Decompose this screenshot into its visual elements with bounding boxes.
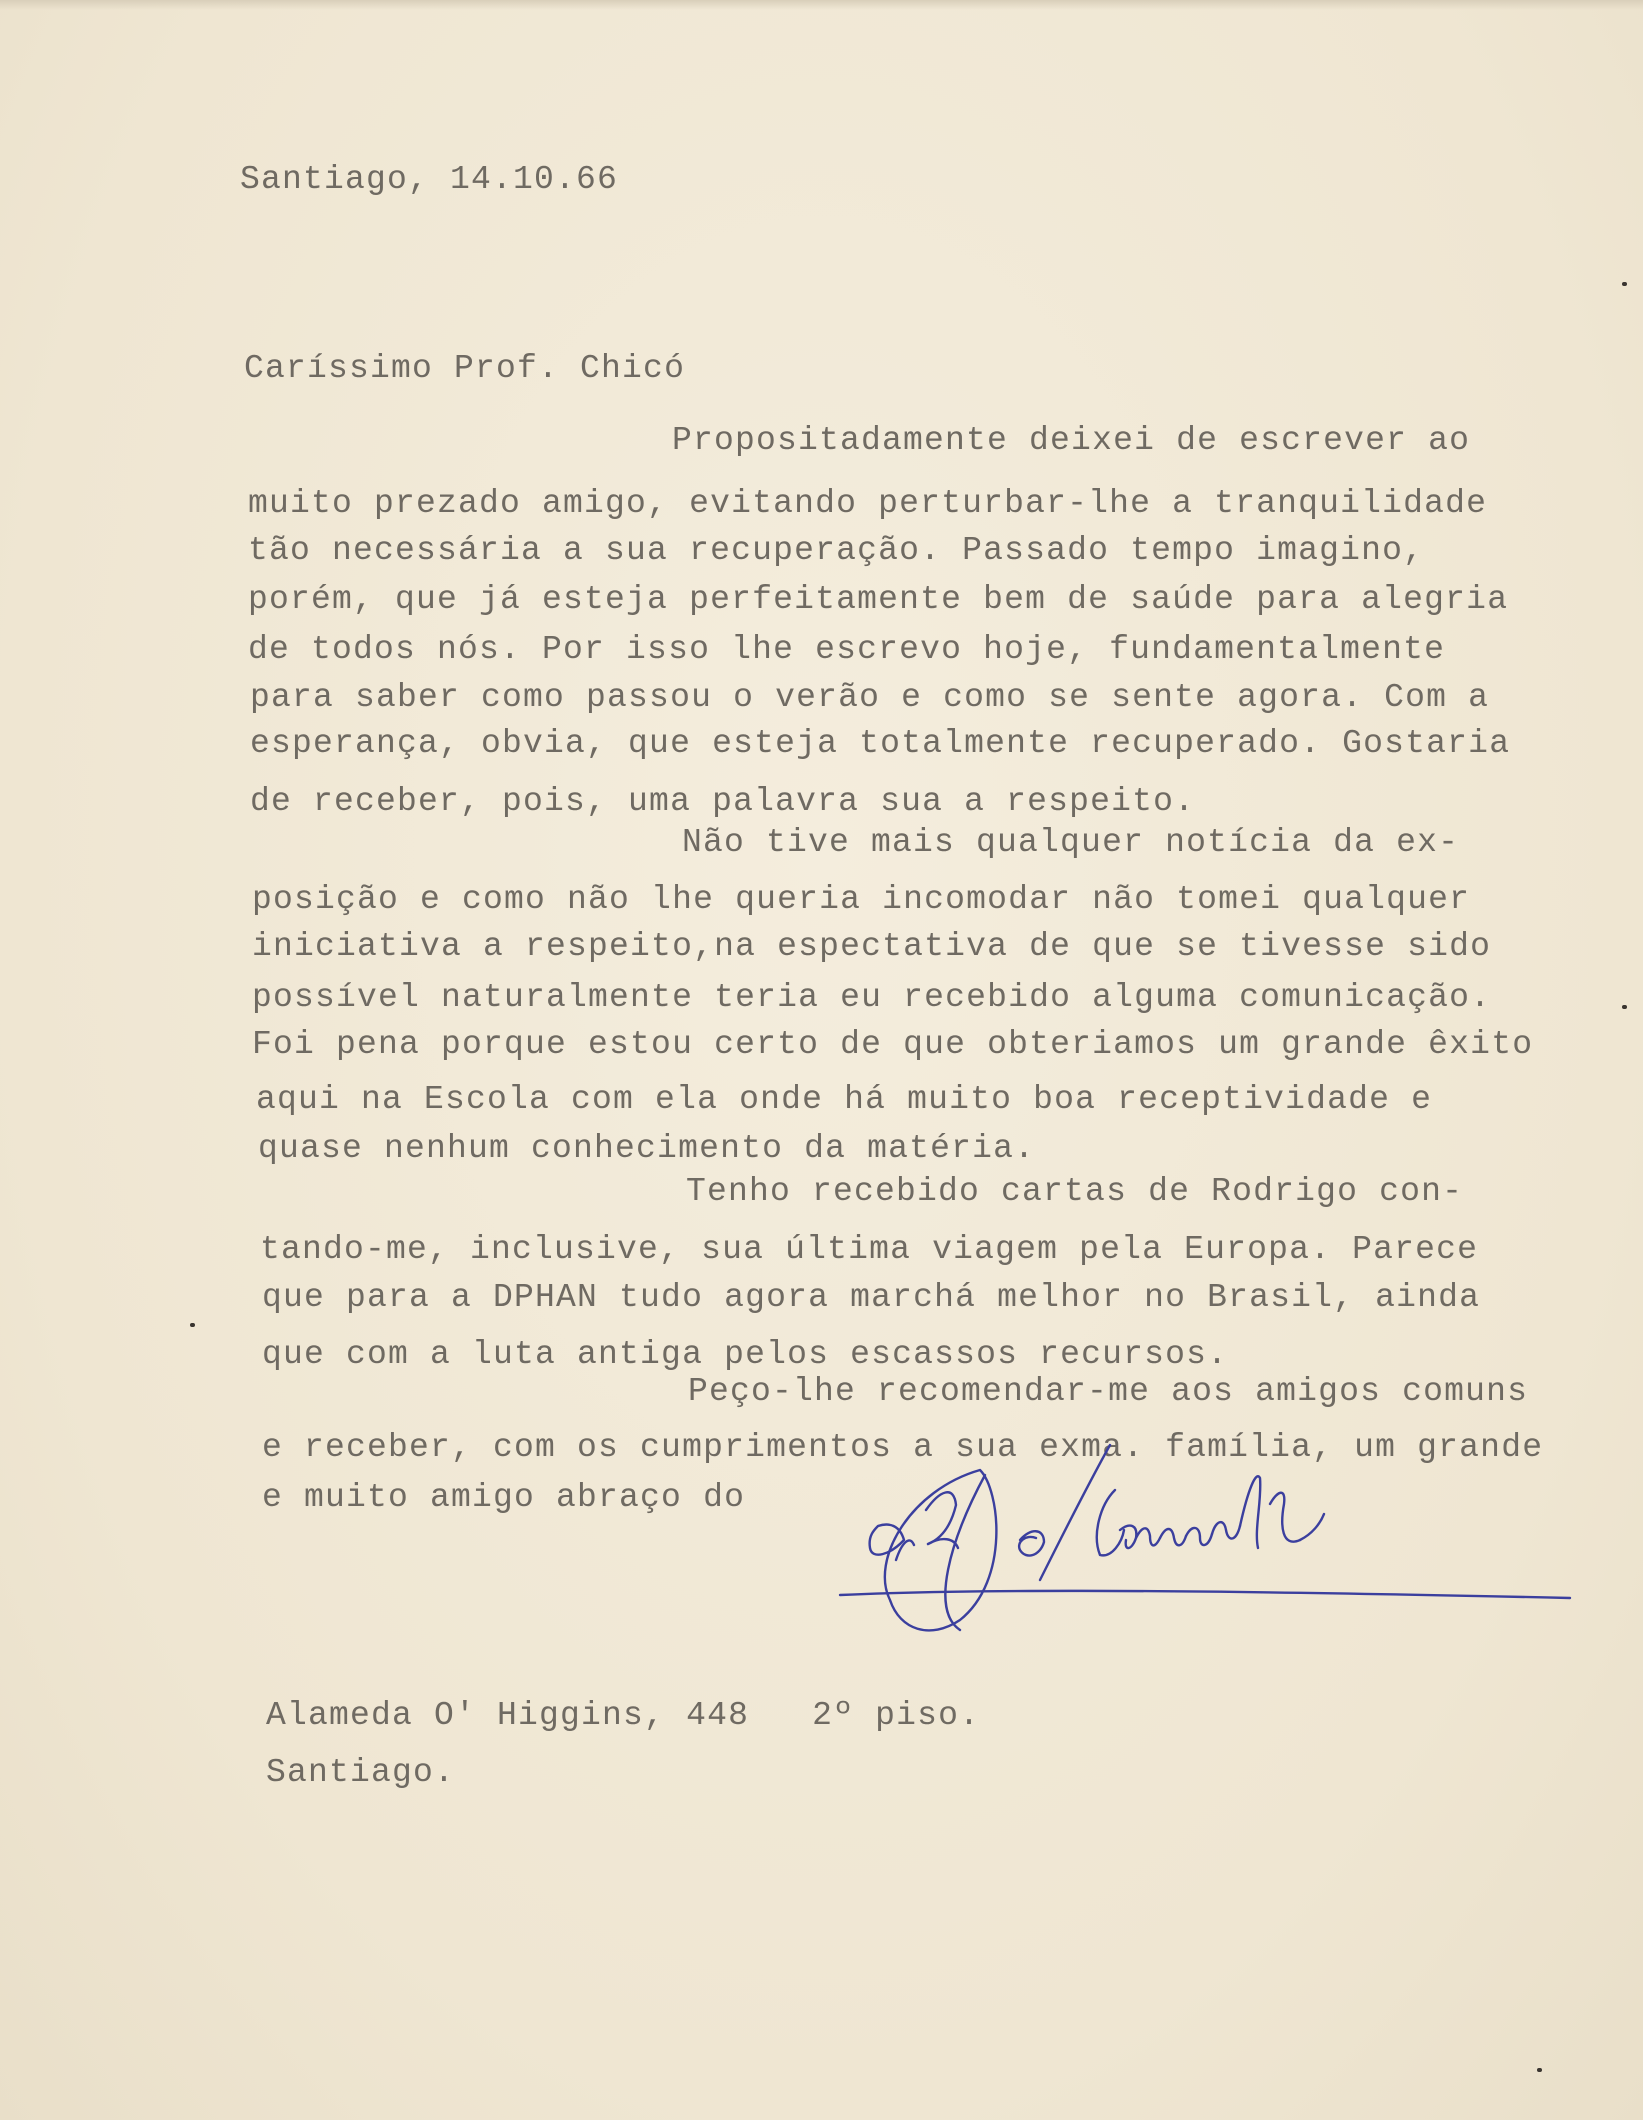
body-line: posição e como não lhe queria incomodar não tomei qualquer: [252, 881, 1471, 918]
body-line: quase nenhum conhecimento da matéria.: [258, 1130, 1036, 1167]
body-line: esperança, obvia, que esteja totalmente recuperado. Gostaria: [250, 725, 1511, 762]
body-line: porém, que já esteja perfeitamente bem de saúde para alegria: [248, 581, 1509, 618]
body-line: que para a DPHAN tudo agora marchá melhor no Brasil, ainda: [262, 1279, 1481, 1316]
body-line: e receber, com os cumprimentos a sua exma. família, um grande: [262, 1429, 1544, 1466]
paper-speck: [1622, 282, 1627, 286]
paper-speck: [1622, 1005, 1627, 1009]
body-line: muito prezado amigo, evitando perturbar-lhe a tranquilidade: [248, 485, 1488, 522]
body-line: que com a luta antiga pelos escassos recursos.: [262, 1336, 1229, 1373]
body-line: Tenho recebido cartas de Rodrigo con-: [686, 1173, 1464, 1210]
paper-speck: [1537, 2068, 1542, 2072]
body-line: tando-me, inclusive, sua última viagem pela Europa. Parece: [260, 1231, 1479, 1268]
letter-date: Santiago, 14.10.66: [240, 161, 619, 198]
address-street: Alameda O' Higgins, 448 2º piso.: [266, 1697, 981, 1734]
letter-salutation: Caríssimo Prof. Chicó: [244, 350, 686, 387]
body-line: Foi pena porque estou certo de que obteriamos um grande êxito: [252, 1026, 1534, 1063]
body-line: de receber, pois, uma palavra sua a respeito.: [250, 783, 1196, 820]
paper-speck: [190, 1323, 195, 1327]
body-line: de todos nós. Por isso lhe escrevo hoje, fundamentalmente: [248, 631, 1446, 668]
address-city: Santiago.: [266, 1754, 456, 1791]
handwritten-signature: [830, 1430, 1590, 1660]
paper-edge: [0, 0, 1643, 10]
body-line: iniciativa a respeito,na espectativa de que se tivesse sido: [252, 928, 1492, 965]
body-line: Não tive mais qualquer notícia da ex-: [682, 824, 1460, 861]
body-line: Peço-lhe recomendar-me aos amigos comuns: [688, 1373, 1529, 1410]
body-line: tão necessária a sua recuperação. Passado tempo imagino,: [248, 532, 1425, 569]
body-line: e muito amigo abraço do: [262, 1479, 746, 1516]
body-line: Propositadamente deixei de escrever ao: [672, 422, 1471, 459]
body-line: para saber como passou o verão e como se sente agora. Com a: [250, 679, 1490, 716]
body-line: possível naturalmente teria eu recebido alguma comunicação.: [252, 979, 1492, 1016]
body-line: aqui na Escola com ela onde há muito boa receptividade e: [256, 1081, 1433, 1118]
